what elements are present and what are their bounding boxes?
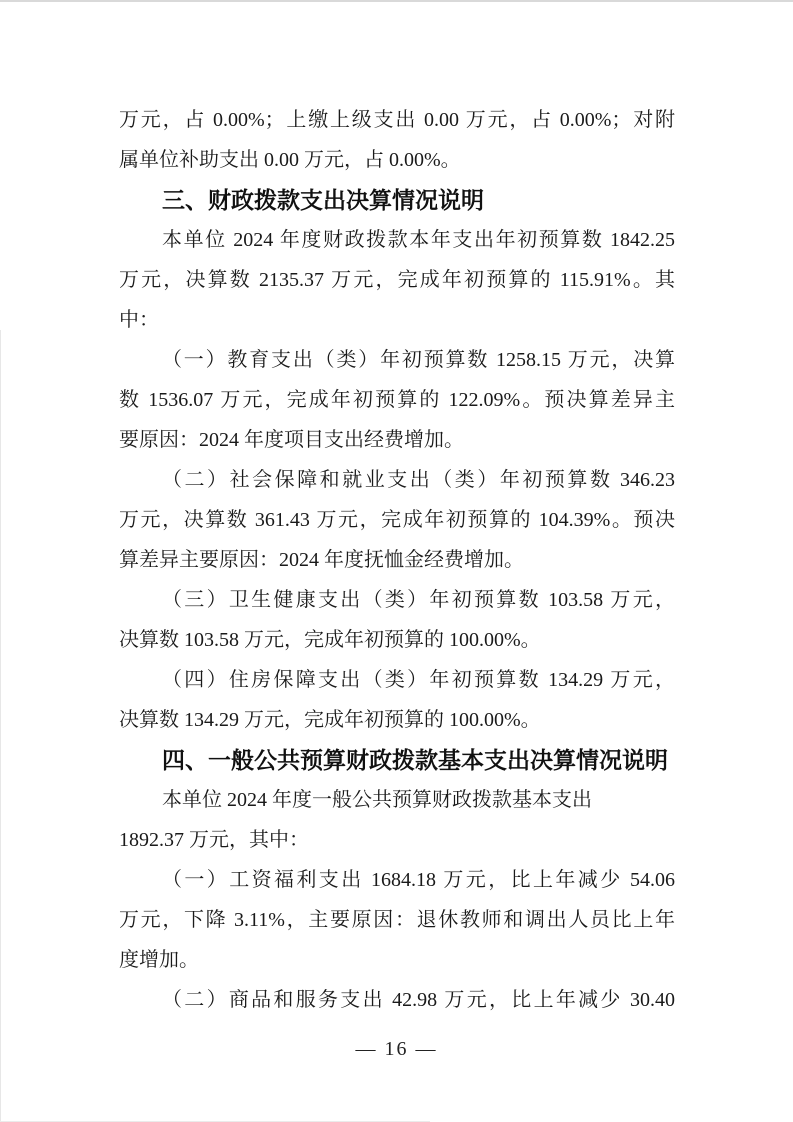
scan-artifact-top-edge [0,0,793,2]
scan-artifact-left-edge [0,330,1,1122]
text-line: （三）卫生健康支出（类）年初预算数 103.58 万元， [162,589,675,611]
text-line: （一）工资福利支出 1684.18 万元，比上年减少 54.06 [162,869,675,891]
text-line: 决算数 103.58 万元，完成年初预算的 100.00%。 [119,629,541,651]
text-line: 本单位 2024 年度一般公共预算财政拨款基本支出 [162,789,592,811]
text-line: 度增加。 [119,949,199,971]
text-line: 万元，下降 3.11%，主要原因：退休教师和调出人员比上年 [119,909,675,931]
text-line: 1892.37 万元，其中： [119,829,309,851]
text-line: 本单位 2024 年度财政拨款本年支出年初预算数 1842.25 [162,229,675,251]
document-body [119,100,675,1020]
text-line: 中： [119,309,159,331]
text-line: （四）住房保障支出（类）年初预算数 134.29 万元， [162,669,675,691]
text-line: 要原因：2024 年度项目支出经费增加。 [119,429,464,451]
text-line: （二）社会保障和就业支出（类）年初预算数 346.23 [162,469,675,491]
text-line: 万元，占 0.00%；上缴上级支出 0.00 万元，占 0.00%；对附 [119,109,675,131]
page-number: — 16 — [355,1038,438,1060]
text-line: 算差异主要原因：2024 年度抚恤金经费增加。 [119,549,524,571]
text-line: （一）教育支出（类）年初预算数 1258.15 万元，决算 [162,349,675,371]
text-line: 万元，决算数 361.43 万元，完成年初预算的 104.39%。预决 [119,509,675,531]
text-line: 属单位补助支出 0.00 万元，占 0.00%。 [119,149,461,171]
text-line: 决算数 134.29 万元，完成年初预算的 100.00%。 [119,709,541,731]
text-line: 万元，决算数 2135.37 万元，完成年初预算的 115.91%。其 [119,269,675,291]
section-heading: 四、一般公共预算财政拨款基本支出决算情况说明 [162,747,668,773]
text-line: 数 1536.07 万元，完成年初预算的 122.09%。预决算差异主 [119,389,675,411]
text-line: （二）商品和服务支出 42.98 万元，比上年减少 30.40 [162,989,675,1011]
section-heading: 三、财政拨款支出决算情况说明 [162,187,484,213]
